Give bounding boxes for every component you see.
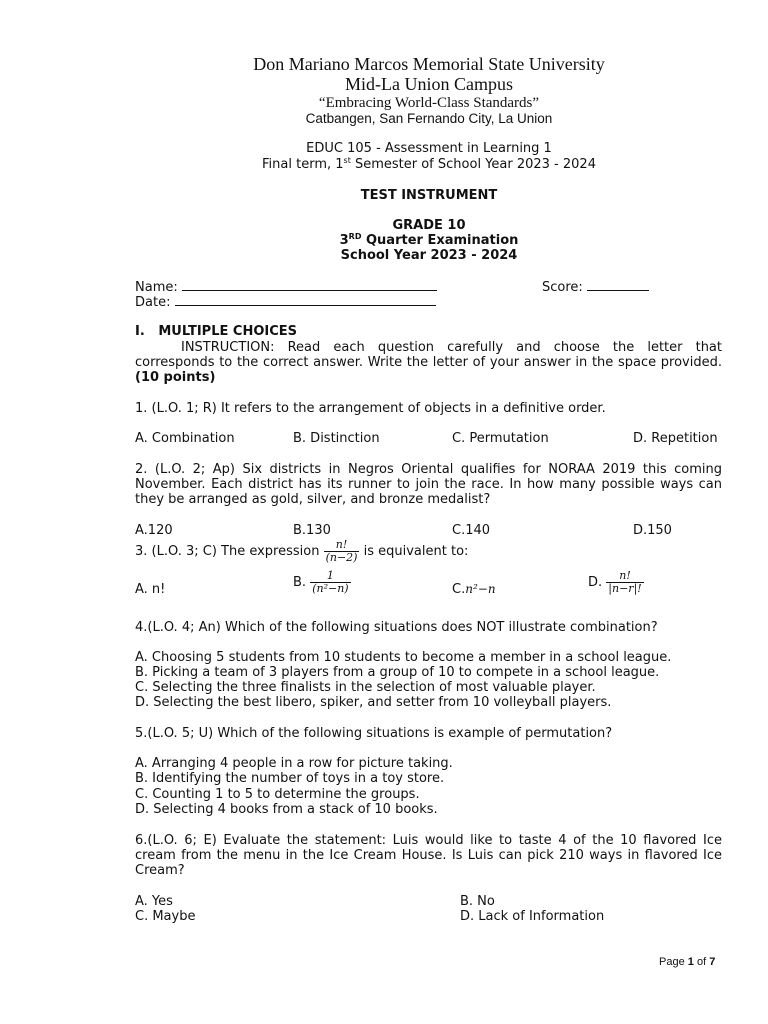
q1-option-b[interactable]: B. Distinction: [293, 431, 380, 446]
quarter-title: 3RD Quarter Examination: [339, 232, 519, 248]
q6-option-d[interactable]: D. Lack of Information: [460, 909, 605, 924]
campus-name: Mid-La Union Campus: [345, 74, 513, 94]
q3-option-d[interactable]: D. $\frac{n!}{|n-r|!}$: [588, 569, 642, 595]
course-title: EDUC 105 - Assessment in Learning 1: [306, 141, 552, 156]
q3-option-c[interactable]: C.n²−n: [452, 582, 496, 597]
q4-option-a[interactable]: A. Choosing 5 students from 10 students to become a member in a school league.: [135, 650, 672, 665]
q2-option-b[interactable]: B.130: [293, 523, 331, 538]
score-label: Score:: [542, 280, 583, 295]
name-blank[interactable]: [182, 279, 437, 291]
school-year: School Year 2023 - 2024: [340, 248, 518, 263]
q5-option-a[interactable]: A. Arranging 4 people in a row for picture taking.: [135, 756, 453, 771]
university-name: Don Mariano Marcos Memorial State University: [253, 54, 605, 74]
q2-option-c[interactable]: C.140: [452, 523, 491, 538]
question-6-text: 6.(L.O. 6; E) Evaluate the statement: Luis would like to taste 4 of the 10 flavored Ice cream from the menu in the Ice Cream House. Is Luis can pick 210 ways in flavored Ice Cream?: [135, 833, 722, 878]
q1-option-c[interactable]: C. Permutation: [452, 431, 549, 446]
q3-option-b-fraction: $\frac{1}{\text{(n²−n)}}$: [312, 569, 349, 595]
q5-option-b[interactable]: B. Identifying the number of toys in a toy store.: [135, 771, 445, 786]
q5-option-d[interactable]: D. Selecting 4 books from a stack of 10 books.: [135, 802, 438, 817]
q6-option-a[interactable]: A. Yes: [135, 894, 173, 909]
question-1-text: 1. (L.O. 1; R) It refers to the arrangement of objects in a definitive order.: [135, 401, 606, 416]
document-title: TEST INSTRUMENT: [360, 188, 498, 203]
grade-level: GRADE 10: [392, 218, 466, 233]
motto: “Embracing World-Class Standards”: [318, 95, 540, 111]
q3-option-a[interactable]: A. n!: [135, 582, 166, 597]
q4-option-d[interactable]: D. Selecting the best libero, spiker, and setter from 10 volleyball players.: [135, 695, 612, 710]
date-field[interactable]: [135, 294, 436, 310]
address: Catbangen, San Fernando City, La Union: [305, 111, 553, 126]
q4-option-c[interactable]: C. Selecting the three finalists in the selection of most valuable player.: [135, 680, 596, 695]
section-instruction: INSTRUCTION: Read each question carefully and choose the letter that corresponds to the correct answer. Write the letter of your answer in the space provided. (10 points): [135, 340, 722, 385]
q3-option-d-fraction: $\frac{n!}{|n-r|!}$: [608, 569, 642, 595]
name-field[interactable]: [135, 279, 437, 295]
question-5-text: 5.(L.O. 5; U) Which of the following situations is example of permutation?: [135, 726, 613, 741]
q3-option-b[interactable]: B. $\frac{1}{\text{(n²−n)}}$: [293, 569, 349, 595]
q2-option-a[interactable]: A.120: [135, 523, 173, 538]
q6-option-c[interactable]: C. Maybe: [135, 909, 196, 924]
section-heading: I. MULTIPLE CHOICES: [135, 324, 297, 339]
q3-expression-fraction: $\frac{n!}{(n-2)}$: [325, 538, 358, 564]
q6-option-b[interactable]: B. No: [460, 894, 495, 909]
question-3-text: 3. (L.O. 3; C) The expression $\frac{n!}{(n-2)}$ is equivalent to:: [135, 538, 469, 564]
question-2-text: 2. (L.O. 2; Ap) Six districts in Negros Oriental qualifies for NORAA 2019 this coming November. Each district has its runner to join the race. In how many possible ways can they be arranged as gold, silver, and bronze medalist?: [135, 462, 722, 507]
score-field[interactable]: [542, 279, 649, 295]
q1-option-d[interactable]: D. Repetition: [633, 431, 718, 446]
name-label: Name:: [135, 280, 178, 295]
q2-option-d[interactable]: D.150: [633, 523, 672, 538]
q4-option-b[interactable]: B. Picking a team of 3 players from a group of 10 to compete in a school league.: [135, 665, 660, 680]
question-4-text: 4.(L.O. 4; An) Which of the following situations does NOT illustrate combination?: [135, 620, 658, 635]
page-number: Page 1 of 7: [659, 956, 716, 968]
q5-option-c[interactable]: C. Counting 1 to 5 to determine the groups.: [135, 787, 420, 802]
date-label: Date:: [135, 295, 171, 310]
term-line: Final term, 1st Semester of School Year 2023 - 2024: [262, 156, 596, 172]
date-blank[interactable]: [175, 294, 436, 306]
score-blank[interactable]: [587, 279, 649, 291]
q1-option-a[interactable]: A. Combination: [135, 431, 235, 446]
